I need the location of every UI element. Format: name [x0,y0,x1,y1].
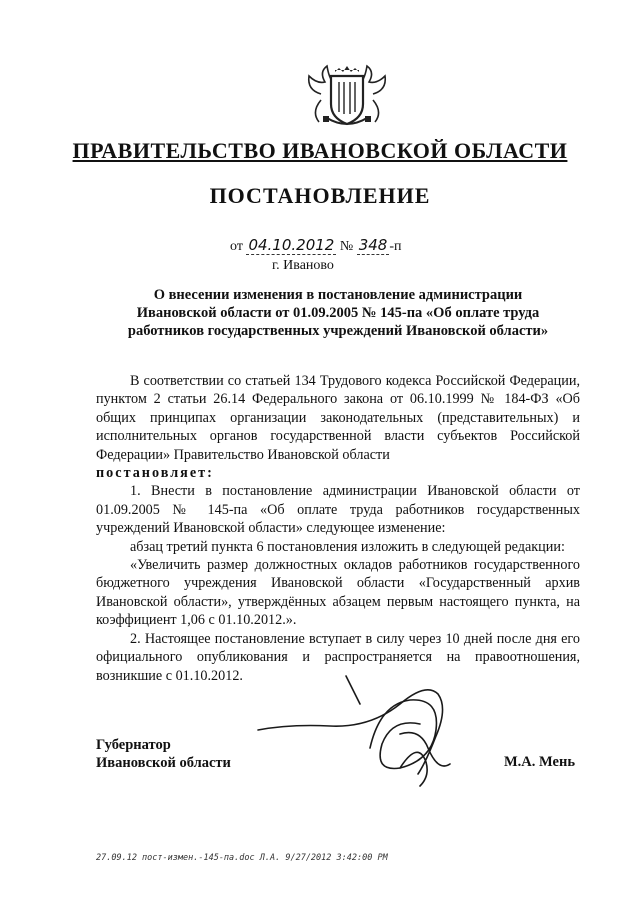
signatory-title-line: Губернатор [96,737,171,753]
date-prefix: от [230,239,243,254]
subject-line: работников государственных учреждений Ивановской области» [127,323,549,339]
signatory-name: М.А. Мень [504,754,575,770]
handwritten-signature-icon [250,664,500,792]
decrees-word: постановляет: [96,465,214,482]
document-date: 04.10.2012 [248,236,335,254]
signatory-title-line: Ивановской области [96,755,231,771]
document-body [96,372,580,685]
city: г. Иваново [272,258,334,273]
preamble: В соответствии со статьей 134 Трудового кодекса Российской Федерации, пунктом 2 статьи 26.14 Федерального закона от 06.10.1999 № 184-ФЗ «Об общих принципах организации законодательных (представительных) и исполнительных органов государственной власти субъектов Российской Федерации» Правительство Ивановской области [96,373,580,463]
item-1: 1. Внести в постановление администрации Ивановской области от 01.09.2005 № 145-па «Об оплате труда работников государственных учреждений Ивановской области» следующее изменение: [96,483,580,537]
document-type: ПОСТАНОВЛЕНИЕ [209,183,431,208]
quoted-text: «Увеличить размер должностных окладов работников государственного бюджетного учреждения Ивановской области «Государственный архив Ивановской области», утверждённых абзацем первым настоящего пункта, на коэффициент 1,06 с 01.10.2012.». [96,557,580,629]
item-1-detail: абзац третий пункта 6 постановления изложить в следующей редакции: [130,538,565,555]
document-subject [100,286,576,340]
number-prefix: № [339,239,354,254]
item-2: 2. Настоящее постановление вступает в силу через 10 дней после дня его официального опубликования и распространяется на правоотношения, возникшие с 01.10.2012. [96,630,580,684]
signatory-title [96,736,231,772]
government-title: ПРАВИТЕЛЬСТВО ИВАНОВСКОЙ ОБЛАСТИ [72,138,568,163]
subject-line: О внесении изменения в постановление администрации [153,287,523,303]
subject-line: Ивановской области от 01.09.2005 № 145-па «Об оплате труда [136,305,540,321]
date-number-line [230,236,401,255]
number-suffix: -п [389,239,402,254]
document-number: 348 [358,236,388,254]
file-footer: 27.09.12 пост-измен.-145-па.doc Л.А. 9/27/2012 3:42:00 PM [96,853,388,863]
coat-of-arms-icon [301,60,393,128]
